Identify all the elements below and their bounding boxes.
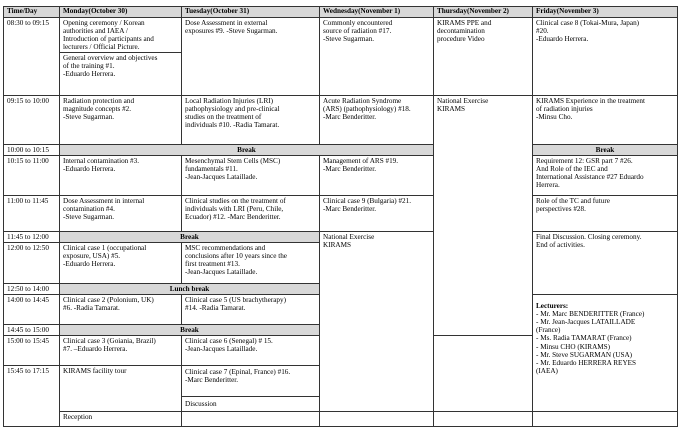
lecturer-item: - Minsu CHO (KIRAMS) bbox=[536, 342, 611, 351]
mon-opening-cell bbox=[60, 18, 182, 96]
thu-natex-line: National Exercise bbox=[437, 97, 489, 105]
tue-dose-external-cell bbox=[182, 18, 320, 96]
time-cell: 09:15 to 10:00 bbox=[4, 96, 60, 145]
fri-req-line: Herrera. bbox=[536, 181, 560, 190]
mon-case1-line: exposure, USA) #5. bbox=[63, 252, 121, 261]
mon-radprot-line: magnitude concepts #2. bbox=[63, 105, 132, 114]
fri-role-line: perspectives #28. bbox=[536, 205, 586, 214]
mon-case2-cell bbox=[60, 295, 182, 325]
mon-case2-line: #6. -Radia Tamarat. bbox=[63, 304, 120, 313]
row-reception bbox=[4, 412, 678, 427]
wed-ars-line: Acute Radiation Syndrome bbox=[323, 97, 402, 105]
mon-radprot-cell bbox=[60, 96, 182, 145]
thu-national-exercise-cell bbox=[434, 96, 533, 336]
lecturer-item: (France) bbox=[536, 326, 561, 335]
lunch-break-label: Lunch break bbox=[60, 284, 320, 295]
mon-case3-cell bbox=[60, 336, 182, 366]
fri-case8-line: Clinical case 8 (Tokai-Mura, Japan) bbox=[536, 19, 640, 27]
mon-dose-line: Dose Assessment in internal bbox=[63, 197, 145, 206]
thu-ppe-line: KIRAMS PPE and bbox=[437, 19, 492, 27]
header-row bbox=[4, 7, 678, 18]
wed-common-line: -Steve Sugarman. bbox=[323, 35, 375, 44]
time-cell: 12:50 to 14:00 bbox=[4, 284, 60, 295]
lecturer-item: - Mr. Jean-Jacques LATAILLADE bbox=[536, 318, 636, 327]
thu-ppe-line: procedure Video bbox=[437, 35, 485, 44]
fri-requirement-cell bbox=[533, 156, 678, 196]
header-thursday: Thursday(November 2) bbox=[434, 7, 533, 18]
time-cell: 08:30 to 09:15 bbox=[4, 18, 60, 96]
mon-overview-line: of the training #1. bbox=[63, 62, 115, 71]
tue-lri-line: studies on the treatment of bbox=[185, 113, 262, 122]
wed-ars-line: -Marc Benderitter. bbox=[323, 113, 377, 122]
tue-case7-cell bbox=[182, 366, 320, 412]
tue-clinstud-line: individuals with LRI (Peru, Chile, bbox=[185, 205, 284, 214]
mon-internal-contamination-cell bbox=[60, 156, 182, 196]
tue-mscrec-line: first treatment #13. bbox=[185, 260, 240, 269]
wed-mgmt-line: -Marc Benderitter. bbox=[323, 165, 377, 174]
tue-case6-cell bbox=[182, 336, 320, 366]
mon-dose-line: contamination #4. bbox=[63, 205, 115, 214]
thu-natex-line: KIRAMS bbox=[437, 105, 465, 114]
time-cell: 14:00 to 14:45 bbox=[4, 295, 60, 325]
row-1015 bbox=[4, 156, 678, 196]
row-1100 bbox=[4, 196, 678, 232]
tue-clinstud-line: Clinical studies on the treatment of bbox=[185, 197, 286, 206]
mon-case1-line: Clinical case 1 (occupational bbox=[63, 244, 147, 253]
fri-kirams-line: of radiation injuries bbox=[536, 105, 593, 114]
mon-case1-cell bbox=[60, 243, 182, 284]
tue-mscrec-line: conclusions after 10 years since the bbox=[185, 252, 287, 261]
wed-case9-cell bbox=[320, 196, 434, 232]
tue-discussion-line: Discussion bbox=[185, 400, 217, 409]
wed-common-line: Commonly encountered bbox=[323, 19, 393, 27]
mon-intcont-line: -Eduardo Herrera. bbox=[63, 165, 116, 174]
mon-case3-line: Clinical case 3 (Goiania, Brazil) bbox=[63, 337, 156, 346]
tue-case5-line: #14. -Radia Tamarat. bbox=[185, 304, 246, 313]
fri-final-line: Final Discussion. Closing ceremony. bbox=[536, 233, 642, 242]
wed-mgmt-line: Management of ARS #19. bbox=[323, 157, 399, 166]
tue-msc-cell bbox=[182, 156, 320, 196]
mon-radprot-line: Radiation protection and bbox=[63, 97, 135, 105]
header-wednesday: Wednesday(November 1) bbox=[320, 7, 434, 18]
tue-clinical-studies-cell bbox=[182, 196, 320, 232]
tue-discussion-block bbox=[182, 397, 319, 411]
lecturer-item: (IAEA) bbox=[536, 366, 558, 375]
header-monday: Monday(October 30) bbox=[60, 7, 182, 18]
lecturer-item: - Ms. Radia TAMARAT (France) bbox=[536, 334, 632, 343]
row-1000-break bbox=[4, 145, 678, 156]
mon-case1-line: -Eduardo Herrera. bbox=[63, 260, 116, 269]
tue-case7-line: Clinical case 7 (Epinal, France) #16. bbox=[185, 368, 291, 377]
break-label: Break bbox=[60, 145, 434, 156]
fri-role-tc-cell bbox=[533, 196, 678, 232]
wed-natex-line: National Exercise bbox=[323, 233, 375, 242]
tue-case5-line: Clinical case 5 (US brachytherapy) bbox=[185, 296, 286, 305]
fri-req-line: International Assistance #27 Eduardo bbox=[536, 173, 644, 182]
lecturers-title: Lecturers: bbox=[536, 302, 569, 311]
tue-case6-line: Clinical case 6 (Senegal) # 15. bbox=[185, 337, 273, 346]
lecturers-list bbox=[536, 310, 674, 375]
mon-case2-line: Clinical case 2 (Polonium, UK) bbox=[63, 296, 154, 305]
tue-case6-line: -Jean-Jacques Lataillade. bbox=[185, 345, 258, 354]
fri-case8-cell bbox=[533, 18, 678, 96]
mon-intcont-line: Internal contamination #3. bbox=[63, 157, 140, 166]
time-cell: 15:45 to 17:15 bbox=[4, 366, 60, 427]
time-cell: 11:00 to 11:45 bbox=[4, 196, 60, 232]
time-cell: 14:45 to 15:00 bbox=[4, 325, 60, 336]
time-cell: 11:45 to 12:00 bbox=[4, 232, 60, 243]
fri-req-line: Requirement 12: GSR part 7 #26. bbox=[536, 157, 633, 166]
fri-final-discussion-cell bbox=[533, 232, 678, 295]
fri-case8-line: #20. bbox=[536, 27, 549, 36]
thu-ppe-cell bbox=[434, 18, 533, 96]
row-0830 bbox=[4, 18, 678, 96]
wed-national-exercise-cell bbox=[320, 232, 434, 412]
mon-overview-line: -Eduardo Herrera. bbox=[63, 70, 116, 79]
break-label-friday: Break bbox=[533, 145, 678, 156]
row-0915 bbox=[4, 96, 678, 145]
time-cell: 15:00 to 15:45 bbox=[4, 336, 60, 366]
wed-case9-line: -Marc Benderitter. bbox=[323, 205, 377, 214]
tue-clinstud-line: Ecuador) #12. -Marc Benderitter. bbox=[185, 213, 281, 222]
mon-opening-line: authorities and IAEA / bbox=[63, 27, 128, 36]
lecturer-item: - Mr. Eduardo HERRERA REYES bbox=[536, 358, 637, 367]
mon-reception-cell bbox=[60, 412, 182, 427]
fri-kirams-line: -Minsu Cho. bbox=[536, 113, 573, 122]
mon-radprot-line: -Steve Sugarman. bbox=[63, 113, 115, 122]
mon-opening-line: Introduction of participants and bbox=[63, 35, 154, 44]
tue-mscrec-line: -Jean-Jacques Lataillade. bbox=[185, 268, 258, 277]
mon-opening-line: lecturers / Official Picture. bbox=[63, 43, 140, 52]
fri-final-line: End of activities. bbox=[536, 241, 585, 250]
tue-msc-line: -Jean-Jacques Lataillade. bbox=[185, 173, 258, 182]
time-cell: 10:00 to 10:15 bbox=[4, 145, 60, 156]
fri-kirams-experience-cell bbox=[533, 96, 678, 145]
wed-natex-line: KIRAMS bbox=[323, 241, 351, 250]
wed-case9-line: Clinical case 9 (Bulgaria) #21. bbox=[323, 197, 412, 206]
tue-msc-recommendations-cell bbox=[182, 243, 320, 284]
tue-dose-line: exposures #9. -Steve Sugarman. bbox=[185, 27, 278, 36]
tue-case5-cell bbox=[182, 295, 320, 325]
fri-lecturers-cell bbox=[533, 295, 678, 412]
header-friday: Friday(November 3) bbox=[533, 7, 678, 18]
header-time: Time/Day bbox=[4, 7, 60, 18]
row-1145-break bbox=[4, 232, 678, 243]
training-schedule-table bbox=[3, 6, 678, 427]
mon-opening-line: Opening ceremony / Korean bbox=[63, 19, 145, 27]
mon-case3-line: #7. –Eduardo Herrera. bbox=[63, 345, 128, 354]
fri-role-line: Role of the TC and future bbox=[536, 197, 610, 206]
mon-dose-internal-cell bbox=[60, 196, 182, 232]
mon-tour-line: KIRAMS facility tour bbox=[63, 367, 127, 376]
wed-management-ars-cell bbox=[320, 156, 434, 196]
tue-lri-line: individuals #10. -Radia Tamarat. bbox=[185, 121, 280, 130]
lecturer-item: - Mr. Steve SUGARMAN (USA) bbox=[536, 350, 633, 359]
time-cell: 12:00 to 12:50 bbox=[4, 243, 60, 284]
mon-overview-line: General overview and objectives bbox=[63, 54, 158, 63]
tue-mscrec-line: MSC recommendations and bbox=[185, 244, 266, 253]
tue-lri-cell bbox=[182, 96, 320, 145]
header-tuesday: Tuesday(October 31) bbox=[182, 7, 320, 18]
tue-lri-line: pathophysiology and pre-clinical bbox=[185, 105, 280, 114]
tue-lri-line: Local Radiation Injuries (LRI) bbox=[185, 97, 274, 105]
tue-msc-line: fundamentals #11. bbox=[185, 165, 238, 174]
wed-ars-line: (ARS) (pathophysiology) #18. bbox=[323, 105, 411, 114]
break-label: Break bbox=[60, 232, 320, 243]
cell-divider bbox=[60, 52, 181, 53]
wed-ars-cell bbox=[320, 96, 434, 145]
fri-kirams-line: KIRAMS Experience in the treatment bbox=[536, 97, 645, 105]
tue-dose-line: Dose Assessment in external bbox=[185, 19, 268, 27]
tue-msc-line: Mesenchymal Stem Cells (MSC) bbox=[185, 157, 281, 166]
fri-case8-line: -Eduardo Herrera. bbox=[536, 35, 589, 44]
mon-reception-line: Reception bbox=[63, 413, 93, 422]
tue-case7-block bbox=[182, 366, 319, 397]
mon-kirams-tour-cell bbox=[60, 366, 182, 412]
wed-common-sources-cell bbox=[320, 18, 434, 96]
thu-ppe-line: decontamination bbox=[437, 27, 485, 36]
break-label: Break bbox=[60, 325, 320, 336]
lecturer-item: - Mr. Marc BENDERITTER (France) bbox=[536, 310, 645, 319]
mon-dose-line: -Steve Sugarman. bbox=[63, 213, 115, 222]
fri-req-line: And Role of the IEC and bbox=[536, 165, 608, 174]
wed-common-line: source of radiation #17. bbox=[323, 27, 392, 36]
tue-case7-line: -Marc Benderitter. bbox=[185, 376, 239, 385]
time-cell: 10:15 to 11:00 bbox=[4, 156, 60, 196]
